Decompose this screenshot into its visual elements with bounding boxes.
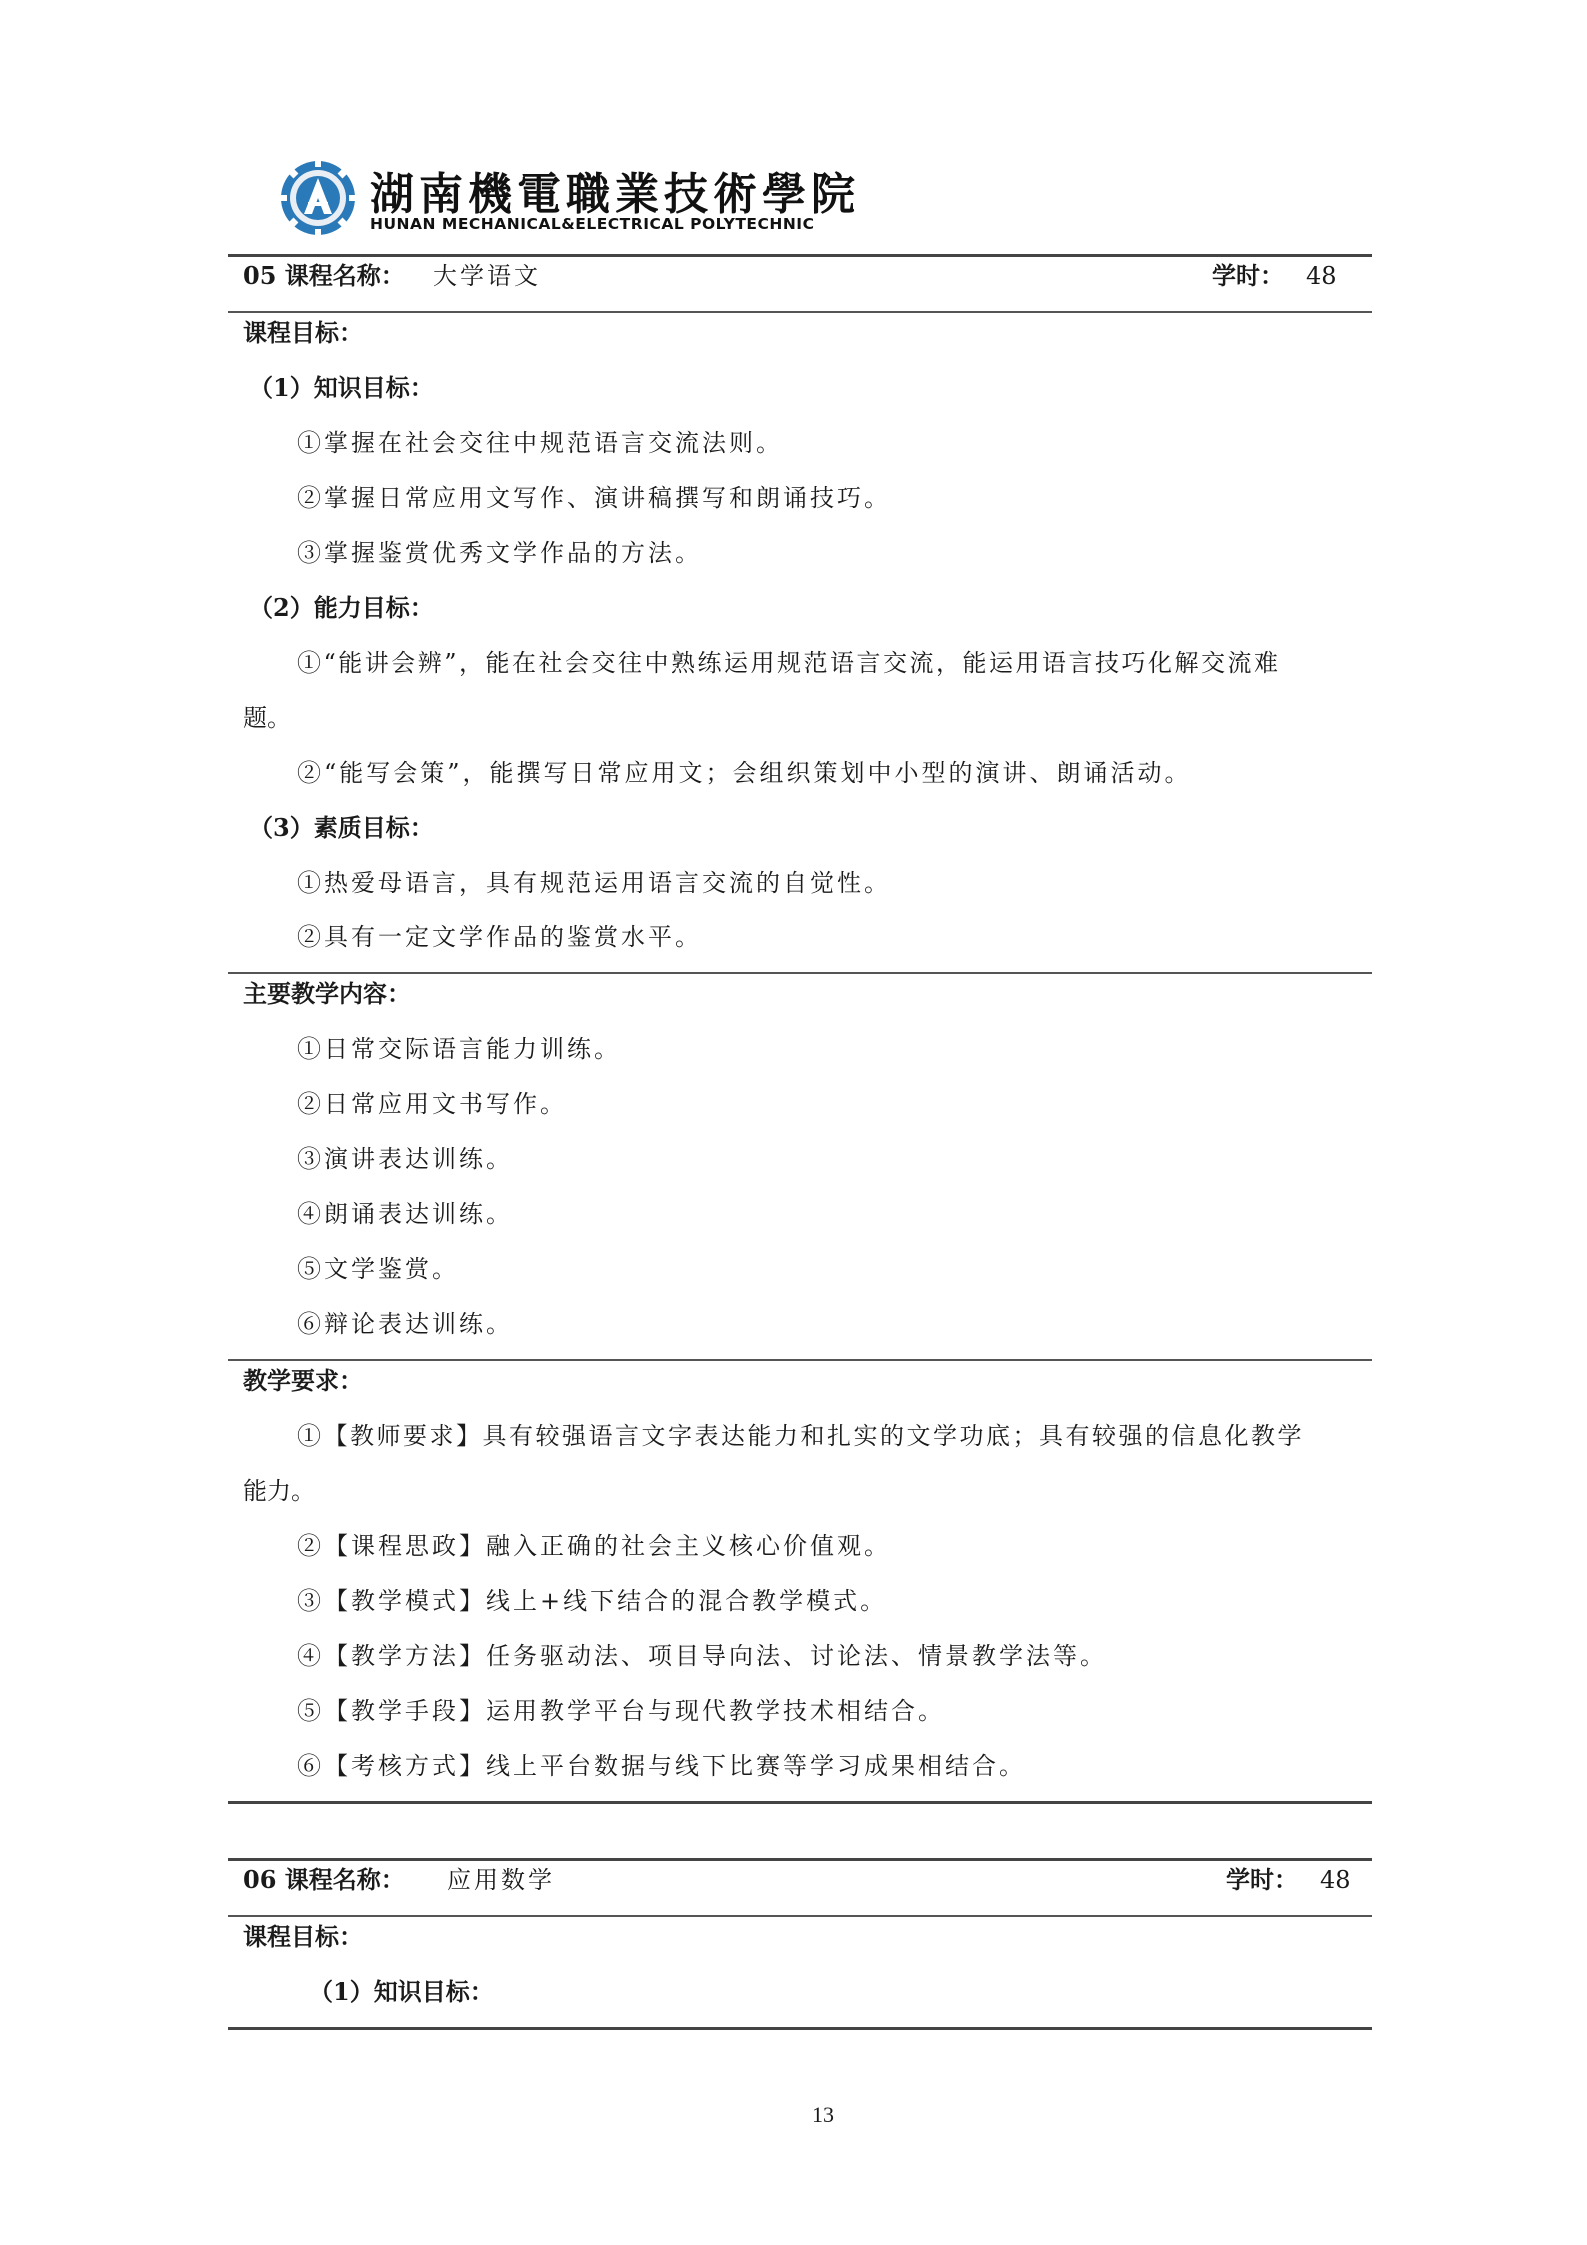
table-bottom-border	[228, 2027, 1372, 2030]
course05-req-item: ⑥【考核方式】线上平台数据与线下比赛等学习成果相结合。	[297, 1752, 1026, 1780]
course05-content-label: 主要教学内容：	[243, 979, 411, 1008]
course06-title-label: 06 课程名称：	[243, 1865, 405, 1894]
row-divider	[228, 972, 1372, 974]
course06-title-value: 应用数学	[447, 1866, 555, 1894]
course05-req-label: 教学要求：	[243, 1366, 363, 1395]
course05-req-item: ⑤【教学手段】运用教学平台与现代教学技术相结合。	[297, 1697, 945, 1725]
course05-title-label: 05 课程名称：	[243, 261, 405, 290]
course05-goals-label: 课程目标：	[243, 318, 363, 347]
course05-knowledge-item: ③掌握鉴赏优秀文学作品的方法。	[297, 539, 702, 567]
course05-ability-item1-line2: 题。	[243, 704, 291, 732]
school-name-cn: 湖南機電職業技術學院	[370, 169, 860, 220]
row-divider	[228, 1359, 1372, 1361]
course05-content-item: ①日常交际语言能力训练。	[297, 1035, 621, 1063]
course05-ability-item1-line1: ①“能讲会辨”，能在社会交往中熟练运用规范语言交流，能运用语言技巧化解交流难	[297, 649, 1281, 677]
page-number: 13	[812, 2102, 834, 2127]
course05-knowledge-item: ②掌握日常应用文写作、演讲稿撰写和朗诵技巧。	[297, 484, 891, 512]
course06-hours-value: 48	[1320, 1866, 1351, 1894]
course05-quality-item: ①热爱母语言，具有规范运用语言交流的自觉性。	[297, 869, 891, 897]
course06-hours-label: 学时：	[1226, 1865, 1298, 1894]
course05-content-item: ③演讲表达训练。	[297, 1145, 513, 1173]
course05-hours-label: 学时：	[1212, 261, 1284, 290]
course05-title-value: 大学语文	[433, 262, 541, 290]
course05-req-item: ④【教学方法】任务驱动法、项目导向法、讨论法、情景教学法等。	[297, 1642, 1107, 1670]
course05-req-item1-line2: 能力。	[243, 1477, 315, 1505]
course06-goals-label: 课程目标：	[243, 1922, 363, 1951]
course06-knowledge-label: （1）知识目标：	[309, 1977, 494, 2006]
row-divider	[228, 1915, 1372, 1917]
school-logo	[278, 158, 860, 240]
course05-req-item1-line1: ①【教师要求】具有较强语言文字表达能力和扎实的文学功底；具有较强的信息化教学	[297, 1422, 1304, 1450]
course05-quality-label: （3）素质目标：	[249, 813, 434, 842]
school-emblem-icon	[278, 158, 358, 238]
table-top-border	[228, 1858, 1372, 1861]
course05-ability-item2: ②“能写会策”，能撰写日常应用文；会组织策划中小型的演讲、朗诵活动。	[297, 759, 1192, 787]
course05-content-item: ④朗诵表达训练。	[297, 1200, 513, 1228]
course05-knowledge-label: （1）知识目标：	[249, 373, 434, 402]
course05-ability-label: （2）能力目标：	[249, 593, 434, 622]
table-top-border	[228, 254, 1372, 257]
course05-req-item: ③【教学模式】线上+线下结合的混合教学模式。	[297, 1587, 888, 1615]
course05-knowledge-item: ①掌握在社会交往中规范语言交流法则。	[297, 429, 783, 457]
course05-content-item: ⑤文学鉴赏。	[297, 1255, 459, 1283]
table-bottom-border	[228, 1801, 1372, 1804]
course05-hours-value: 48	[1306, 262, 1337, 290]
course05-content-item: ⑥辩论表达训练。	[297, 1310, 513, 1338]
row-divider	[228, 311, 1372, 313]
school-name-en: HUNAN MECHANICAL&ELECTRICAL POLYTECHNIC	[370, 215, 815, 233]
course05-req-item: ②【课程思政】融入正确的社会主义核心价值观。	[297, 1532, 891, 1560]
course05-content-item: ②日常应用文书写作。	[297, 1090, 567, 1118]
course05-quality-item: ②具有一定文学作品的鉴赏水平。	[297, 923, 702, 951]
